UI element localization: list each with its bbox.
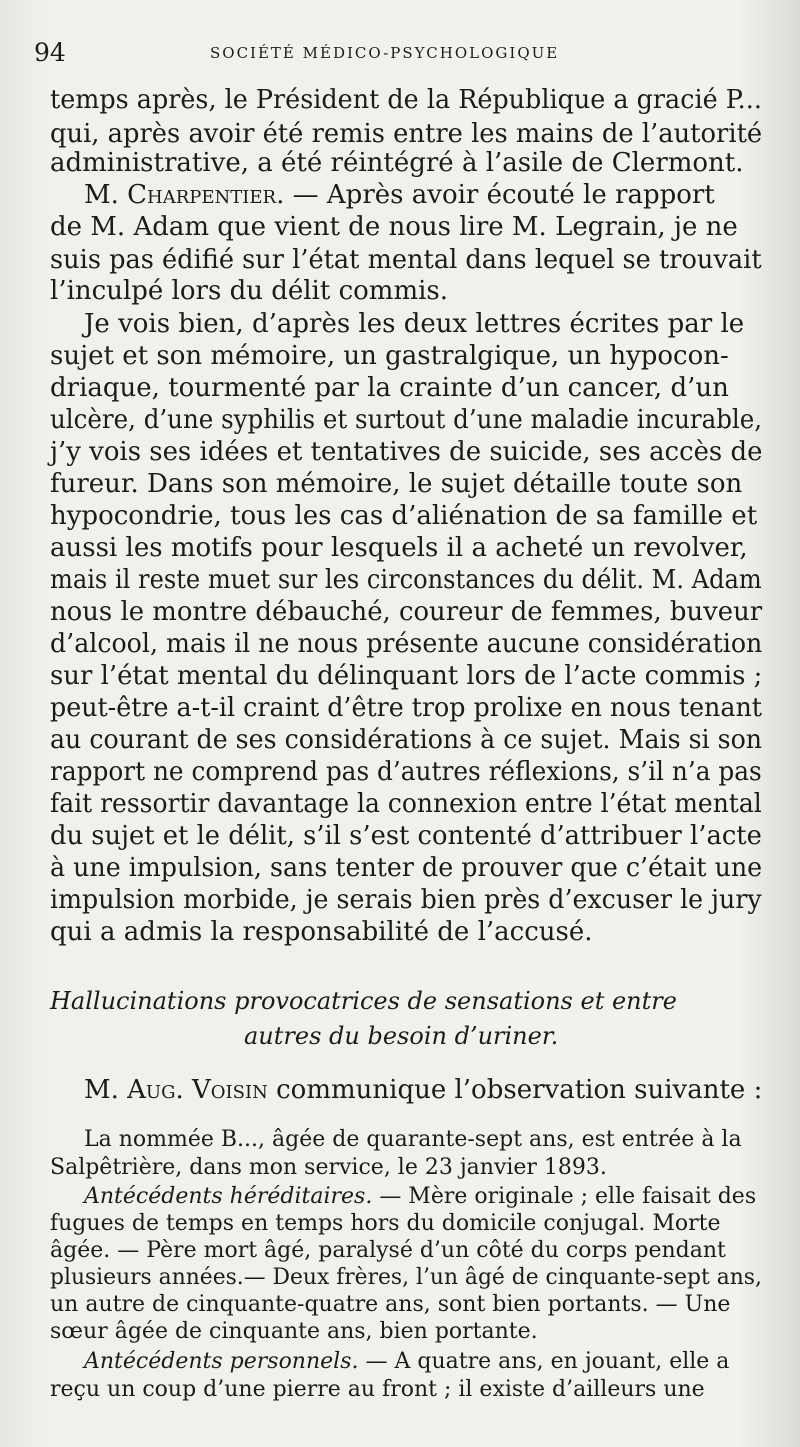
text-line: aussi les motifs pour lesquels il a acheté un revolver, — [50, 533, 748, 563]
text-line: nous le montre débauché, coureur de femmes, buveur — [50, 597, 763, 627]
text-line: Je vois bien, d’après les deux lettres écrites par le — [84, 309, 745, 339]
obs-line: Antécédents personnels. — A quatre ans, en jouant, elle a — [84, 1349, 730, 1374]
text-line: j’y vois ses idées et tentatives de suicide, ses accès de — [50, 437, 763, 467]
text-line: impulsion morbide, je serais bien près d’excuser le jury — [50, 885, 762, 915]
subheading: Antécédents personnels. — [84, 1349, 359, 1374]
text-line: d’alcool, mais il ne nous présente aucune considération — [50, 629, 763, 659]
intro-line: M. Aug. Voisin communique l’observation suivante : — [84, 1075, 763, 1105]
page-header — [34, 38, 760, 78]
text-line: sur l’état mental du délinquant lors de l’acte commis ; — [50, 661, 763, 691]
text-line: M. Charpentier. — Après avoir écouté le rapport — [84, 180, 715, 210]
text-line: suis pas édifié sur l’état mental dans lequel se trouvait — [50, 245, 762, 275]
text-line: mais il reste muet sur les circonstances du délit. M. Adam — [50, 565, 762, 595]
section-title-line2: autres du besoin d’uriner. — [244, 1022, 559, 1050]
text-line: administrative, a été réintégré à l’asile de Clermont. — [50, 148, 744, 178]
text-line: qui, après avoir été remis entre les mains de l’autorité — [50, 119, 763, 149]
obs-line: Antécédents héréditaires. — Mère originale ; elle faisait des — [84, 1184, 757, 1209]
section-title-line1: Hallucinations provocatrices de sensations et entre — [50, 987, 677, 1015]
speaker-name: M. Charpentier. — [84, 180, 285, 210]
text-line: driaque, tourmenté par la crainte d’un cancer, d’un — [50, 373, 729, 403]
text-line: fureur. Dans son mémoire, le sujet détaille toute son — [50, 469, 743, 499]
text-line: de M. Adam que vient de nous lire M. Legrain, je ne — [50, 212, 738, 242]
text-line: fait ressortir davantage la connexion entre l’état mental — [50, 789, 762, 819]
text-line: rapport ne comprend pas d’autres réflexions, s’il n’a pas — [50, 757, 762, 787]
text-line: sujet et son mémoire, un gastralgique, un hypocon- — [50, 341, 729, 371]
obs-line: fugues de temps en temps hors du domicile conjugal. Morte — [50, 1211, 721, 1236]
obs-line: âgée. — Père mort âgé, paralysé d’un côté du corps pendant — [50, 1238, 726, 1263]
obs-line: sœur âgée de cinquante ans, bien portante. — [50, 1319, 538, 1344]
text-line: hypocondrie, tous les cas d’aliénation de sa famille et — [50, 501, 758, 531]
text-line: temps après, le Président de la République a gracié P... — [50, 85, 762, 115]
obs-line: La nommée B..., âgée de quarante-sept ans, est entrée à la — [84, 1127, 742, 1152]
text-line: qui a admis la responsabilité de l’accusé. — [50, 917, 593, 947]
obs-line: Salpêtrière, dans mon service, le 23 janvier 1893. — [50, 1155, 607, 1180]
text-line: l’inculpé lors du délit commis. — [50, 276, 449, 306]
page-number: 94 — [34, 38, 66, 67]
text-line: au courant de ses considérations à ce sujet. Mais si son — [50, 725, 763, 755]
speaker-name: M. Aug. Voisin — [84, 1075, 268, 1105]
obs-line: plusieurs années.— Deux frères, l’un âgé de cinquante-sept ans, — [50, 1265, 762, 1290]
text-line: ulcère, d’une syphilis et surtout d’une maladie incurable, — [50, 405, 763, 435]
obs-line: reçu un coup d’une pierre au front ; il existe d’ailleurs une — [50, 1377, 705, 1402]
text-line: peut-être a-t-il craint d’être trop prolixe en nous tenant — [50, 693, 762, 723]
text-line: du sujet et le délit, s’il s’est contenté d’attribuer l’acte — [50, 821, 762, 851]
obs-line: un autre de cinquante-quatre ans, sont bien portants. — Une — [50, 1292, 731, 1317]
text-line: à une impulsion, sans tenter de prouver que c’était une — [50, 853, 763, 883]
running-head: SOCIÉTÉ MÉDICO-PSYCHOLOGIQUE — [210, 44, 560, 62]
subheading: Antécédents héréditaires. — [84, 1184, 373, 1209]
